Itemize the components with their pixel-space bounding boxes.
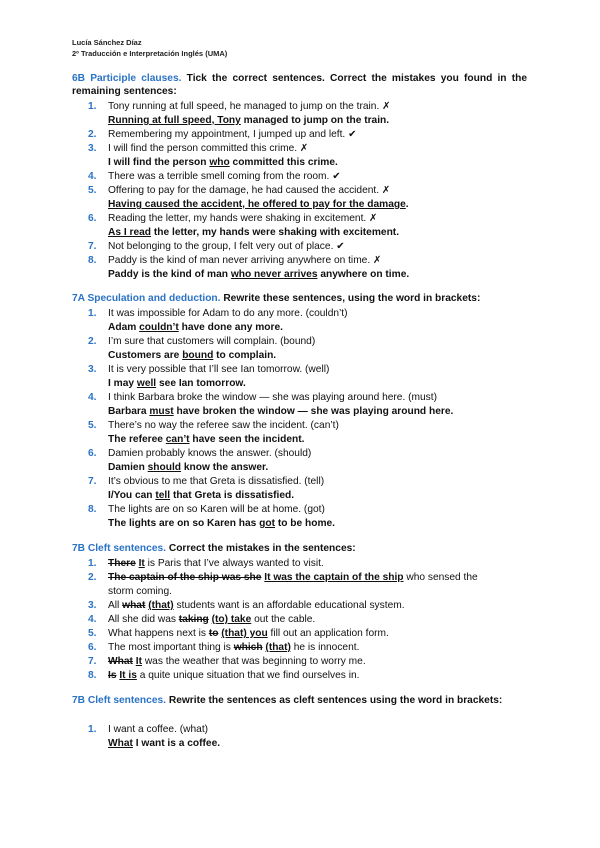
correction: There It is Paris that I’ve always wanted to visit. xyxy=(108,558,324,569)
question: Not belonging to the group, I felt very out of place. ✔ xyxy=(108,241,345,252)
question: I think Barbara broke the window — she was playing around here. (must) xyxy=(108,392,437,403)
item-number: 2. xyxy=(88,336,97,347)
answer: As I read the letter, my hands were shaking with excitement. xyxy=(108,227,400,238)
item-number: 4. xyxy=(88,614,97,625)
answer: I may well see Ian tomorrow. xyxy=(108,378,246,389)
item-number: 1. xyxy=(88,724,97,735)
correction-continued: storm coming. xyxy=(108,586,172,597)
item-number: 7. xyxy=(88,656,97,667)
item-number: 8. xyxy=(88,504,97,515)
correction: What It was the weather that was beginning to worry me. xyxy=(108,656,366,667)
item-number: 7. xyxy=(88,476,97,487)
question: Offering to pay for the damage, he had caused the accident. ✗ xyxy=(108,185,391,196)
question: It’s obvious to me that Greta is dissatisfied. (tell) xyxy=(108,476,325,487)
correction: What happens next is to (that) you fill out an application form. xyxy=(108,628,389,639)
answer: Adam couldn’t have done any more. xyxy=(108,322,283,333)
question: The lights are on so Karen will be at home. (got) xyxy=(108,504,325,515)
question: Remembering my appointment, I jumped up and left. ✔ xyxy=(108,129,357,140)
item-number: 6. xyxy=(88,448,97,459)
answer: Damien should know the answer. xyxy=(108,462,269,473)
question: Reading the letter, my hands were shaking in excitement. ✗ xyxy=(108,213,378,224)
question: I want a coffee. (what) xyxy=(108,724,209,735)
answer: Running at full speed, Tony managed to jump on the train. xyxy=(108,115,390,126)
answer: The lights are on so Karen has got to be home. xyxy=(108,518,335,529)
item-number: 4. xyxy=(88,392,97,403)
question: It is very possible that I’ll see Ian tomorrow. (well) xyxy=(108,364,330,375)
item-number: 2. xyxy=(88,129,97,140)
item-number: 5. xyxy=(88,185,97,196)
question: I’m sure that customers will complain. (bound) xyxy=(108,336,316,347)
item-number: 2. xyxy=(88,572,97,583)
answer: Having caused the accident, he offered to pay for the damage. xyxy=(108,199,409,210)
header-course: 2º Traducción e Interpretación Inglés (UMA) xyxy=(72,49,228,58)
answer: Paddy is the kind of man who never arrives anywhere on time. xyxy=(108,269,410,280)
item-number: 3. xyxy=(88,143,97,154)
item-number: 7. xyxy=(88,241,97,252)
question: It was impossible for Adam to do any more. (couldn’t) xyxy=(108,308,348,319)
question: I will find the person committed this crime. ✗ xyxy=(108,143,309,154)
item-number: 6. xyxy=(88,642,97,653)
section-7b-rewrite-heading: 7B Cleft sentences. Rewrite the sentences as cleft sentences using the word in brackets: xyxy=(72,695,503,706)
section-6b-heading: 6B Participle clauses. Tick the correct sentences. Correct the mistakes you found in the remaining sentences: xyxy=(72,73,527,97)
question: Damien probably knows the answer. (should) xyxy=(108,448,312,459)
correction: All she did was taking (to) take out the cable. xyxy=(108,614,316,625)
correction: All what (that) students want is an affordable educational system. xyxy=(108,600,405,611)
item-number: 5. xyxy=(88,420,97,431)
question: There’s no way the referee saw the incident. (can’t) xyxy=(108,420,339,431)
question: Tony running at full speed, he managed to jump on the train. ✗ xyxy=(108,101,391,112)
correction: Is It is a quite unique situation that we find ourselves in. xyxy=(108,670,360,681)
question: There was a terrible smell coming from the room. ✔ xyxy=(108,171,341,182)
answer: What I want is a coffee. xyxy=(108,738,221,749)
answer: I will find the person who committed this crime. xyxy=(108,157,338,168)
item-number: 4. xyxy=(88,171,97,182)
section-7a-heading: 7A Speculation and deduction. Rewrite these sentences, using the word in brackets: xyxy=(72,293,481,304)
item-number: 1. xyxy=(88,308,97,319)
answer: Barbara must have broken the window — she was playing around here. xyxy=(108,406,454,417)
answer: Customers are bound to complain. xyxy=(108,350,277,361)
answer: I/You can tell that Greta is dissatisfied. xyxy=(108,490,295,501)
item-number: 1. xyxy=(88,101,97,112)
item-number: 3. xyxy=(88,600,97,611)
section-7b-correct-heading: 7B Cleft sentences. Correct the mistakes in the sentences: xyxy=(72,543,356,554)
item-number: 5. xyxy=(88,628,97,639)
correction: The most important thing is which (that) he is innocent. xyxy=(108,642,360,653)
item-number: 1. xyxy=(88,558,97,569)
header-name: Lucía Sánchez Díaz xyxy=(72,38,142,47)
correction: The captain of the ship was she It was the captain of the ship who sensed the xyxy=(108,572,478,583)
item-number: 6. xyxy=(88,213,97,224)
answer: The referee can’t have seen the incident. xyxy=(108,434,305,445)
question: Paddy is the kind of man never arriving anywhere on time. ✗ xyxy=(108,255,382,266)
item-number: 8. xyxy=(88,255,97,266)
item-number: 3. xyxy=(88,364,97,375)
item-number: 8. xyxy=(88,670,97,681)
